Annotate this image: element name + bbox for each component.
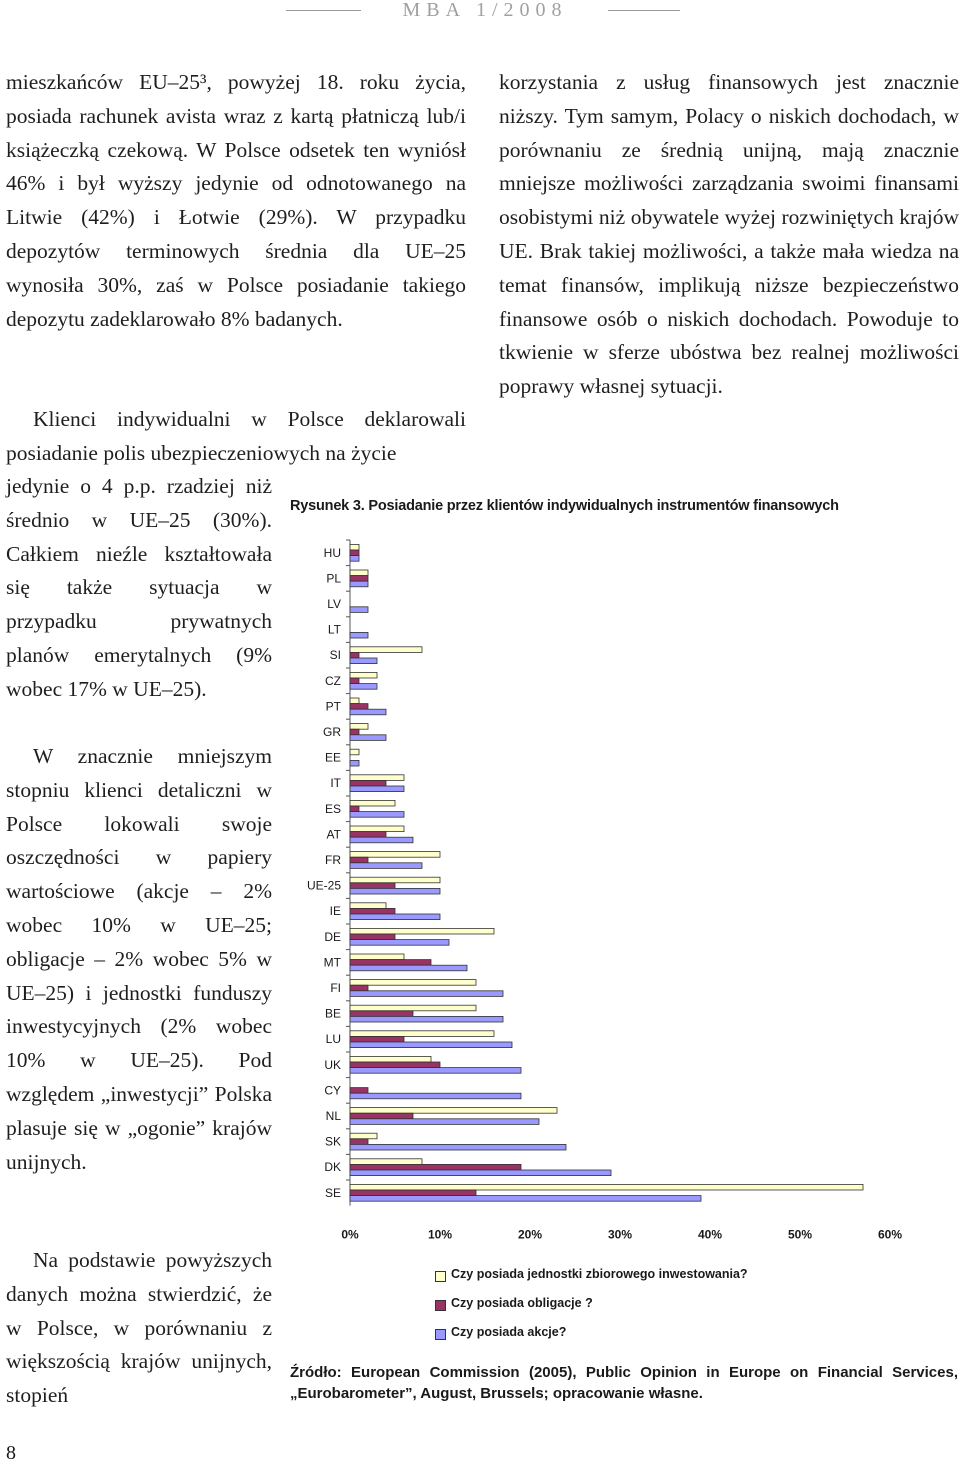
bar-LU-1 (350, 1036, 404, 1042)
bar-SI-0 (350, 647, 422, 653)
bar-MT-0 (350, 954, 404, 960)
page-number: 8 (6, 1442, 16, 1464)
bar-EE-0 (350, 749, 359, 755)
y-tick-label: IT (330, 776, 341, 791)
bar-GR-1 (350, 729, 359, 735)
y-tick-label: NL (325, 1109, 341, 1123)
bar-UE-25-2 (350, 888, 440, 894)
legend-item (435, 1266, 935, 1295)
y-tick-label: PL (326, 571, 341, 586)
y-tick-label: DK (324, 1160, 341, 1175)
bar-FR-2 (350, 863, 422, 869)
bar-IE-0 (350, 903, 386, 909)
bar-SK-0 (350, 1133, 377, 1139)
bar-SI-1 (350, 652, 359, 658)
chart-legend (435, 1266, 935, 1353)
bar-FI-0 (350, 980, 476, 986)
bar-DE-1 (350, 934, 395, 940)
bar-AT-1 (350, 832, 386, 838)
bar-PL-0 (350, 570, 368, 576)
bar-CY-2 (350, 1093, 521, 1099)
x-tick-label: 10% (427, 1227, 453, 1242)
x-tick-label: 60% (877, 1227, 903, 1242)
bar-FR-0 (350, 852, 440, 858)
left-column-paragraph-2-cont (6, 470, 272, 707)
bar-GR-0 (350, 724, 368, 730)
y-tick-label: LU (325, 1032, 341, 1047)
bar-FI-1 (350, 985, 368, 991)
y-tick-label: FI (330, 981, 341, 995)
bar-UE-25-1 (350, 883, 395, 889)
bar-ES-1 (350, 806, 359, 812)
bar-HU-0 (350, 544, 359, 550)
legend-item (435, 1295, 935, 1324)
journal-title: MBA 1/2008 (402, 0, 568, 21)
y-tick-label: SE (324, 1185, 341, 1200)
header-rule-left (286, 10, 361, 11)
y-tick-label: ES (324, 801, 341, 816)
x-tick-label: 0% (341, 1227, 359, 1242)
bar-PT-0 (350, 698, 359, 704)
bar-NL-2 (350, 1119, 539, 1125)
running-header (0, 0, 960, 22)
bar-MT-1 (350, 960, 431, 966)
x-tick-label: 20% (517, 1227, 543, 1242)
y-tick-label: LT (327, 622, 341, 637)
paragraph: korzystania z usług finansowych jest znacznie niższy. Tym samym, Polacy o niskich dochodach, w porównaniu ze średnią unijną, mają znacznie mniejsze możliwości zarządzania swoimi finansami osobistymi niż obywatele wyżej rozwiniętych krajów UE. Brak takiej możliwości, a także mała wiedza na temat finansów, implikują niższe bezpieczeństwo finansowe osób o niskich dochodach. Powoduje to tkwienie w sferze ubóstwa bez realnej możliwości poprawy własnej sytuacji. (499, 70, 959, 399)
paragraph: Klienci indywidualni w Polsce deklarowali posiadanie polis ubezpieczeniowych na życie (6, 407, 466, 465)
bar-UK-1 (350, 1062, 440, 1068)
bar-DE-2 (350, 940, 449, 946)
bar-HU-1 (350, 550, 359, 556)
bar-AT-0 (350, 826, 404, 832)
bar-ES-0 (350, 800, 395, 806)
left-column-paragraph-3 (6, 740, 272, 1179)
bar-GR-2 (350, 735, 386, 741)
bar-UE-25-0 (350, 877, 440, 883)
bar-LU-0 (350, 1031, 494, 1037)
y-tick-label: FR (325, 853, 341, 867)
bar-SI-2 (350, 658, 377, 664)
x-tick-label: 50% (787, 1227, 813, 1242)
legend-swatch-funds (435, 1271, 446, 1282)
x-tick-label: 40% (697, 1227, 723, 1242)
paragraph: mieszkańców EU–25³, powyżej 18. roku życia, posiada rachunek avista wraz z kartą płatniczą lub/i książeczką czekową. W Polsce odsetek ten wyniósł 46% i był wyższy jedynie od odnotowanego na Litwie (42%) i Łotwie (29%). W przypadku depozytów terminowych średnia dla UE–25 wynosiła 30%, zaś w Polsce posiadanie takiego depozytu zadeklarowało 8% badanych. (6, 70, 466, 331)
bar-HU-2 (350, 556, 359, 562)
y-tick-label: HU (323, 545, 341, 560)
bar-BE-0 (350, 1005, 476, 1011)
bar-DE-0 (350, 928, 494, 934)
bar-IE-2 (350, 914, 440, 920)
paragraph: Na podstawie powyższych danych można stwierdzić, że w Polsce, w porównaniu z większością krajów unijnych, stopień (6, 1248, 272, 1408)
bar-PT-1 (350, 704, 368, 710)
bar-LV-2 (350, 607, 368, 613)
bar-IT-2 (350, 786, 404, 792)
bar-UK-0 (350, 1056, 431, 1062)
y-tick-label: PT (325, 699, 341, 714)
y-tick-label: MT (323, 955, 341, 970)
paragraph: jedynie o 4 p.p. rzadziej niż średnio w UE–25 (30%). Całkiem nieźle kształtowała się także sytuacja w przypadku prywatnych planów emerytalnych (9% wobec 17% w UE–25). (6, 474, 272, 701)
bar-CZ-0 (350, 672, 377, 678)
bar-SE-0 (350, 1184, 863, 1190)
bar-PL-2 (350, 581, 368, 587)
bar-CZ-2 (350, 684, 377, 690)
bar-IE-1 (350, 908, 395, 914)
legend-label: Czy posiada akcje? (451, 1325, 567, 1339)
bar-SE-2 (350, 1196, 701, 1202)
y-tick-label: GR (323, 725, 341, 739)
right-column-paragraph (499, 66, 959, 404)
bar-UK-2 (350, 1068, 521, 1074)
y-tick-label: UK (324, 1057, 341, 1072)
bar-MT-2 (350, 965, 467, 971)
left-column-paragraph-2 (6, 403, 466, 471)
y-tick-label: CY (324, 1083, 341, 1098)
y-tick-label: SK (324, 1134, 341, 1149)
bar-CY-1 (350, 1088, 368, 1094)
y-tick-label: AT (326, 827, 341, 842)
legend-swatch-bonds (435, 1300, 446, 1311)
bar-IT-1 (350, 780, 386, 786)
x-tick-label: 30% (607, 1227, 633, 1242)
bar-ES-2 (350, 812, 404, 818)
bar-PL-1 (350, 576, 368, 582)
y-tick-label: IE (329, 904, 341, 919)
y-tick-label: LV (327, 597, 341, 611)
bar-DK-1 (350, 1164, 521, 1170)
bar-BE-1 (350, 1011, 413, 1017)
bar-FI-2 (350, 991, 503, 997)
figure-source: Źródło: European Commission (2005), Public Opinion in Europe on Financial Services, „Eurobarometer”, August, Brussels; opracowanie własne. (290, 1364, 958, 1402)
bar-chart-svg (290, 530, 960, 1250)
bar-SK-2 (350, 1144, 566, 1150)
bar-FR-1 (350, 857, 368, 863)
header-rule-right (608, 10, 680, 11)
bar-AT-2 (350, 837, 413, 843)
legend-label: Czy posiada obligacje ? (451, 1296, 593, 1310)
left-column-paragraph-4 (6, 1244, 272, 1413)
bar-NL-0 (350, 1108, 557, 1114)
bar-PT-2 (350, 709, 386, 715)
bar-DK-0 (350, 1159, 422, 1165)
y-tick-label: CZ (325, 673, 341, 688)
legend-label: Czy posiada jednostki zbiorowego inwestowania? (451, 1267, 748, 1281)
paragraph: W znacznie mniejszym stopniu klienci detaliczni w Polsce lokowali swoje oszczędności w papiery wartościowe (akcje – 2% wobec 10% w UE–25; obligacje – 2% wobec 5% w UE–25) i jednostki funduszy inwestycyjnych (2% wobec 10% w UE–25). Pod względem „inwestycji” Polska plasuje się w „ogonie” krajów unijnych. (6, 744, 272, 1174)
bar-IT-0 (350, 775, 404, 781)
bar-chart (290, 530, 960, 1350)
bar-EE-2 (350, 760, 359, 766)
y-tick-label: UE-25 (306, 878, 341, 893)
legend-item (435, 1324, 935, 1353)
bar-DK-2 (350, 1170, 611, 1176)
bar-NL-1 (350, 1113, 413, 1119)
y-tick-label: BE (324, 1006, 341, 1021)
y-tick-label: EE (324, 750, 341, 765)
legend-swatch-shares (435, 1329, 446, 1340)
y-tick-label: SI (329, 648, 341, 663)
bar-CZ-1 (350, 678, 359, 684)
bar-SK-1 (350, 1139, 368, 1145)
left-column-paragraph-1 (6, 66, 466, 336)
bar-BE-2 (350, 1016, 503, 1022)
bar-LT-2 (350, 632, 368, 638)
bar-SE-1 (350, 1190, 476, 1196)
bar-LU-2 (350, 1042, 512, 1048)
figure-caption: Rysunek 3. Posiadanie przez klientów indywidualnych instrumentów finansowych (290, 498, 839, 514)
y-tick-label: DE (324, 929, 341, 944)
